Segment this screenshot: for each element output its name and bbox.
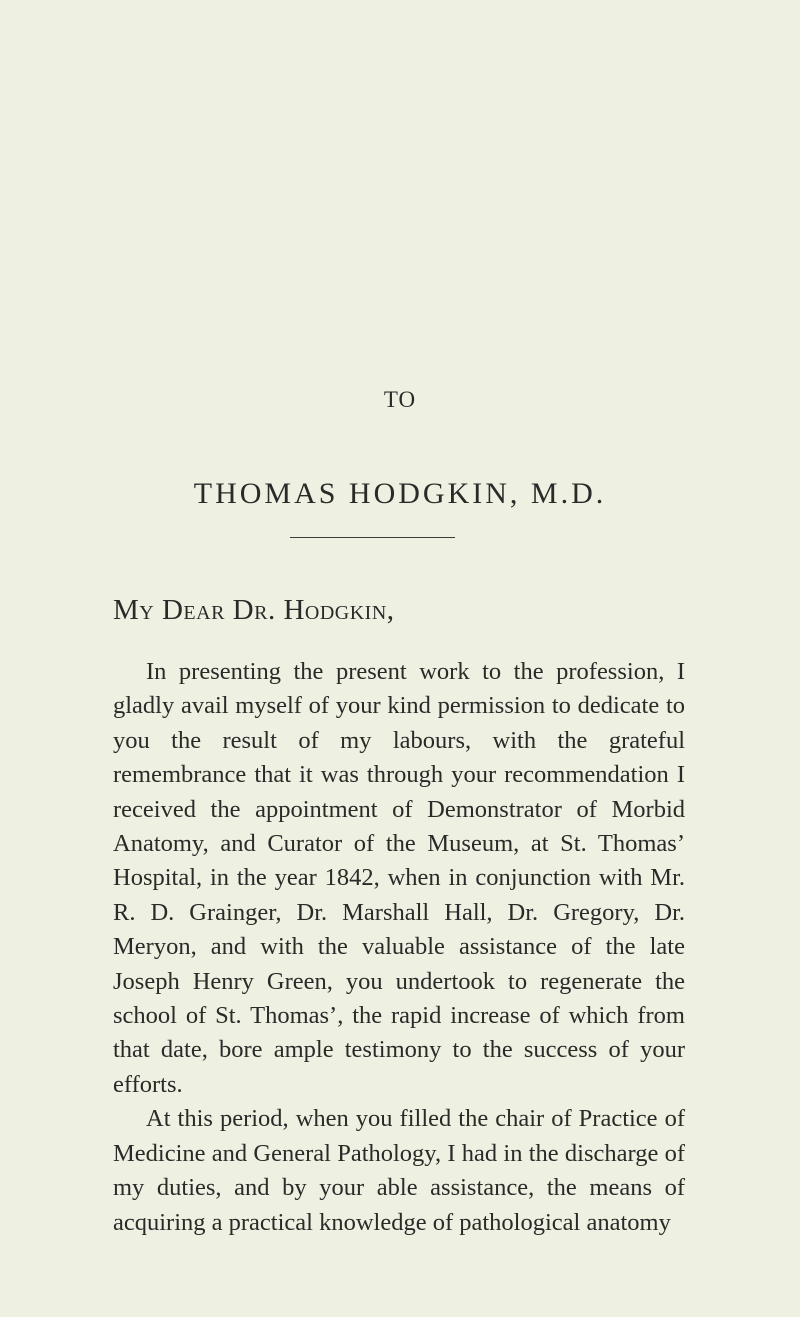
dedicatee-name: THOMAS HODGKIN, M.D. xyxy=(193,477,607,510)
salutation: My Dear Dr. Hodgkin, xyxy=(113,594,395,626)
divider-rule xyxy=(290,537,455,538)
paragraph-1: In presenting the present work to the profession, I gladly avail myself of your kind permission to dedicate to you the result of my labours, with the grateful remembrance that it was through your recommendation I received the appointment of Demonstrator of Morbid Anatomy, and Curator of the Museum, at St. Thomas’ Hospital, in the year 1842, when in conjunction with Mr. R. D. Grainger, Dr. Marshall Hall, Dr. Gregory, Dr. Meryon, and with the valuable assistance of the late Joseph Henry Green, you undertook to regenerate the school of St. Thomas’, the rapid increase of which from that date, bore ample testimony to the success of your efforts. xyxy=(113,658,685,1098)
letter-body xyxy=(113,655,685,1240)
paragraph-2: At this period, when you filled the chair of Practice of Medicine and General Pathology, I had in the discharge of my duties, and by your able assistance, the means of acquiring a practical knowledge of pathological anatomy xyxy=(113,1105,685,1236)
dedication-to: TO xyxy=(383,387,417,412)
